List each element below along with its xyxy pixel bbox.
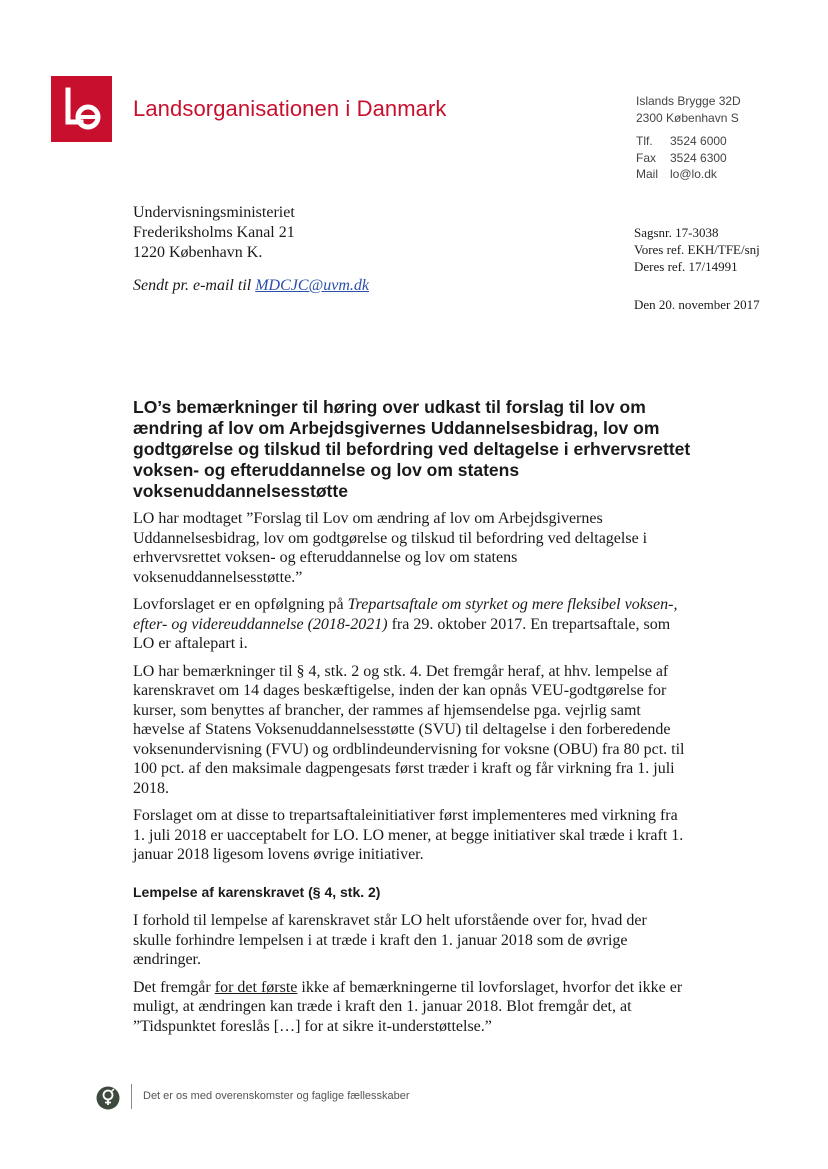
paragraph-3: LO har bemærkninger til § 4, stk. 2 og stk. 4. Det fremgår heraf, at hhv. lempelse af karenskravet om 14 dages beskæftigelse, inden der kan opnås VEU-godtgørelse for kurser, som benyttes af brancher, der rammes af hjemsendelse pga. vejrlig samt hævelse af Statens Voksenuddannelsesstøtte (SVU) til deltagelse i den forberedende voksenundervisning (FVU) og ordblindeundervisning for voksne (OBU) fra 80 pct. til 100 pct. af den maksimale dagpengesats først træder i kraft og får virkning fra 1. juli 2018. [133, 662, 685, 797]
letter-heading: LO’s bemærkninger til høring over udkast til forslag til lov om ændring af lov om Arbejdsgivernes Uddannelsesbidrag, lov om godtgørelse og tilskud til befordring ved deltagelse i erhvervsrettet voksen- og efteruddannelse og lov om statens voksenuddannelsesstøtte [133, 397, 691, 501]
paragraph-6-text-b: ikke af bemærkningerne til lovforslaget, hvorfor det ikke er muligt, at ændringen kan træde i kraft den 1. januar 2018. Blot fremgår det, at ”Tidspunktet foreslås […] for at sikre it-understøttelse.” [133, 978, 683, 1035]
paragraph-4: Forslaget om at disse to trepartsaftaleinitiativer først implementeres med virkning fra 1. juli 2018 er uacceptabelt for LO. LO mener, at begge initiativer skal træde i kraft 1. januar 2018 ligesom lovens øvrige initiativer. [133, 807, 684, 863]
phone-number: 3524 6000 [670, 134, 727, 148]
sent-prefix: Sendt pr. e-mail til [133, 277, 256, 294]
recipient-email-link[interactable]: MDCJC@uvm.dk [255, 277, 370, 294]
recipient-address [133, 203, 295, 263]
footer-emblem-icon [96, 1086, 120, 1115]
letter-date: Den 20. november 2017 [634, 297, 760, 312]
fax-label: Fax [636, 150, 657, 165]
address-line-2: 2300 København S [636, 110, 739, 125]
recipient-line-2: Frederiksholms Kanal 21 [133, 224, 295, 241]
lo-logo [51, 76, 112, 142]
agreement-title: Trepartsaftale om styrket og mere fleksibel voksen-, efter- og videreuddannelse (2018-2021) [133, 596, 678, 633]
letter-body [133, 509, 688, 1044]
paragraph-1: LO har modtaget ”Forslag til Lov om ændring af lov om Arbejdsgivernes Uddannelsesbidrag, lov om godtgørelse og tilskud til befordring ved deltagelse i erhvervsrettet voksen- og efteruddannelse og lov om statens voksenuddannelsesstøtte.” [133, 510, 648, 586]
paragraph-5: I forhold til lempelse af karenskravet står LO helt uforstående over for, hvad der skulle forhindre lempelsen i at træde i kraft den 1. januar 2018 som de øvrige ændringer. [133, 912, 647, 968]
mail-row [636, 166, 741, 183]
organization-name: Landsorganisationen i Danmark [133, 96, 447, 121]
footer-divider [131, 1084, 132, 1109]
mail-label: Mail [636, 167, 659, 181]
paragraph-2 [133, 595, 688, 654]
recipient-line-3: 1220 København K. [133, 244, 263, 261]
footer-tagline: Det er os med overenskomster og faglige fællesskaber [143, 1090, 410, 1102]
paragraph-6 [133, 978, 688, 1037]
reference-block [634, 224, 760, 275]
recipient-line-1: Undervisningsministeriet [133, 204, 295, 221]
lo-logo-icon [51, 76, 112, 142]
our-reference: Vores ref. EKH/TFE/snj [634, 242, 760, 257]
sent-by-email [133, 277, 369, 295]
paragraph-2-text-b: fra 29. oktober 2017. En trepartsaftale, som LO er aftalepart i. [133, 615, 671, 652]
mail-address: lo@lo.dk [670, 167, 717, 181]
contact-info [636, 93, 741, 183]
phone-label: Tlf. [636, 134, 653, 148]
fax-row [636, 150, 741, 167]
paragraph-6-text-a: Det fremgår [133, 978, 215, 996]
section-subheading: Lempelse af karenskravet (§ 4, stk. 2) [133, 883, 381, 900]
address-line-1: Islands Brygge 32D [636, 94, 741, 108]
fax-number: 3524 6300 [670, 150, 727, 165]
case-number: Sagsnr. 17-3038 [634, 225, 719, 240]
underlined-phrase: for det første [214, 978, 298, 996]
phone-row [636, 133, 741, 150]
paragraph-2-text-a: Lovforslaget er en opfølgning på [133, 596, 348, 613]
your-reference: Deres ref. 17/14991 [634, 259, 738, 274]
